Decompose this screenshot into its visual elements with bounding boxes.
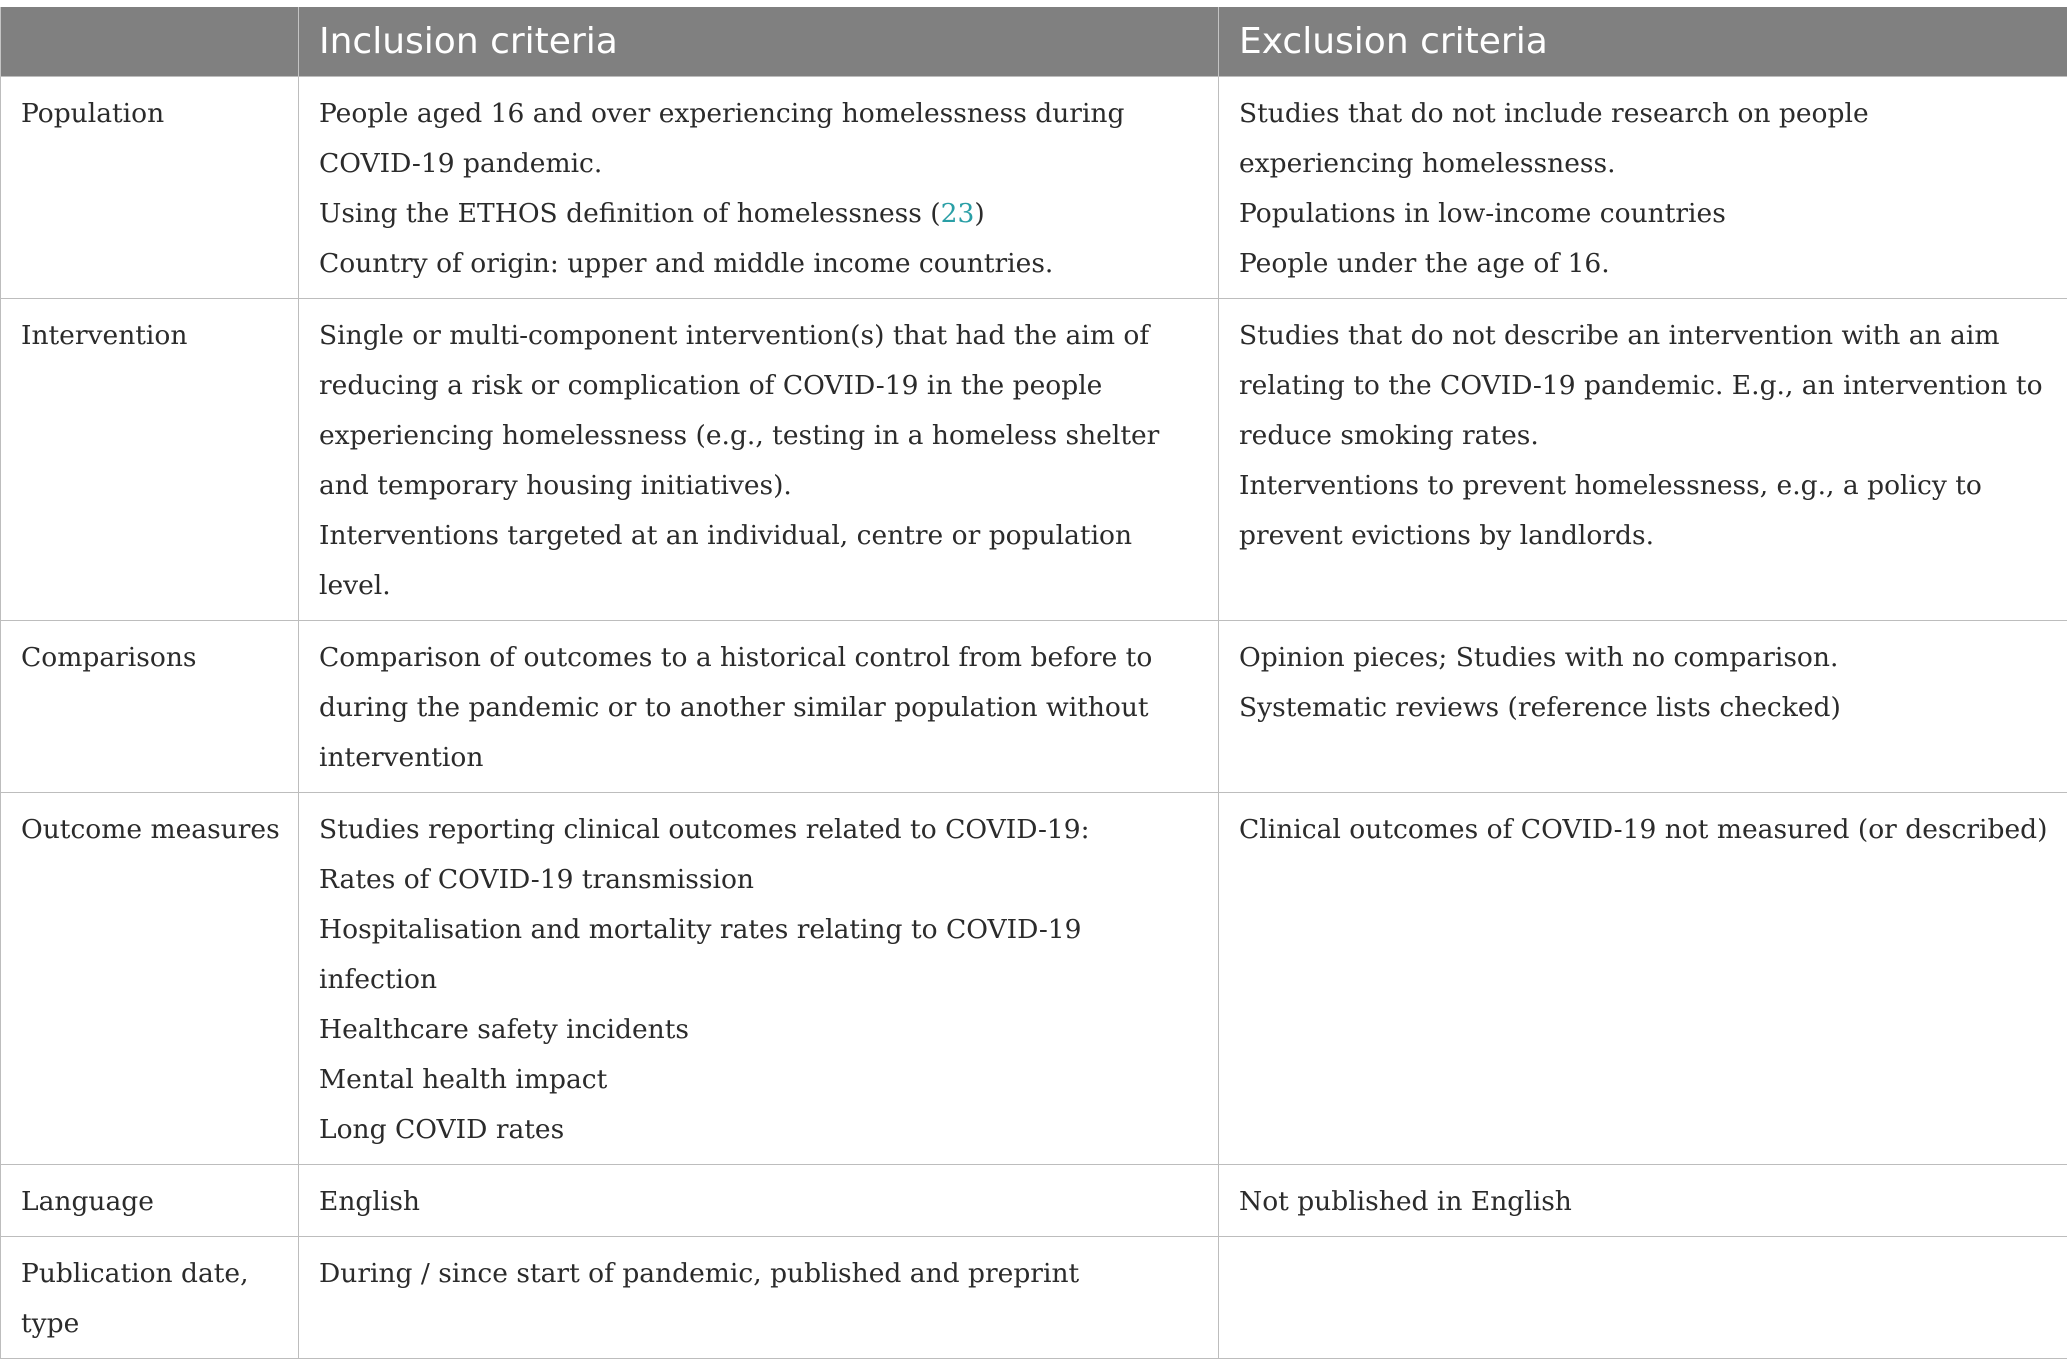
exclusion-cell	[1219, 1237, 2067, 1359]
exclusion-cell	[1219, 793, 2067, 1165]
inclusion-cell	[299, 1165, 1219, 1237]
exclusion-cell	[1219, 1165, 2067, 1237]
cell-line: During / since start of pandemic, published and preprint	[319, 1249, 1200, 1299]
cell-line: Interventions to prevent homelessness, e.g., a policy to prevent evictions by landlords.	[1239, 461, 2049, 561]
row-label: Population	[1, 77, 299, 299]
cell-line: Interventions targeted at an individual, centre or population level.	[319, 511, 1200, 611]
inclusion-cell	[299, 621, 1219, 793]
cell-line: Not published in English	[1239, 1177, 2049, 1227]
header-row	[1, 7, 2067, 77]
cell-line: Studies reporting clinical outcomes related to COVID-19:	[319, 805, 1200, 855]
cell-line: Clinical outcomes of COVID-19 not measured (or described)	[1239, 805, 2049, 855]
inclusion-cell	[299, 77, 1219, 299]
cell-text: Using the ETHOS definition of homelessness (	[319, 198, 941, 229]
cell-line: Comparison of outcomes to a historical control from before to during the pandemic or to another similar population without intervention	[319, 633, 1200, 783]
table-header	[1, 7, 2067, 77]
row-label: Comparisons	[1, 621, 299, 793]
cell-line: Hospitalisation and mortality rates relating to COVID-19 infection	[319, 905, 1200, 1005]
inclusion-cell	[299, 793, 1219, 1165]
cell-line: Mental health impact	[319, 1055, 1200, 1105]
inclusion-cell	[299, 299, 1219, 621]
cell-line: Long COVID rates	[319, 1105, 1200, 1155]
header-exclusion-criteria: Exclusion criteria	[1219, 7, 2067, 77]
cell-line: Single or multi-component intervention(s) that had the aim of reducing a risk or complication of COVID-19 in the people experiencing homelessness (e.g., testing in a homeless shelter and temporary housing initiatives).	[319, 311, 1200, 511]
exclusion-cell	[1219, 299, 2067, 621]
row-label: Outcome measures	[1, 793, 299, 1165]
table-row-outcome-measures	[1, 793, 2067, 1165]
cell-line: English	[319, 1177, 1200, 1227]
row-label: Publication date, type	[1, 1237, 299, 1359]
criteria-table-container	[0, 7, 2067, 1359]
table-row-publication-date-type	[1, 1237, 2067, 1359]
cell-line: Opinion pieces; Studies with no comparison.	[1239, 633, 2049, 683]
cell-line: Studies that do not describe an intervention with an aim relating to the COVID-19 pandemic. E.g., an intervention to reduce smoking rates.	[1239, 311, 2049, 461]
cell-line: Rates of COVID-19 transmission	[319, 855, 1200, 905]
cell-line: Studies that do not include research on people experiencing homelessness.	[1239, 89, 2049, 189]
cell-line: Country of origin: upper and middle income countries.	[319, 239, 1200, 289]
cell-line	[319, 189, 1200, 239]
row-label: Intervention	[1, 299, 299, 621]
cell-line: People aged 16 and over experiencing homelessness during COVID-19 pandemic.	[319, 89, 1200, 189]
table-row-population	[1, 77, 2067, 299]
table-row-intervention	[1, 299, 2067, 621]
exclusion-cell	[1219, 621, 2067, 793]
table-body	[1, 77, 2067, 1359]
header-inclusion-criteria: Inclusion criteria	[299, 7, 1219, 77]
table-row-language	[1, 1165, 2067, 1237]
inclusion-cell	[299, 1237, 1219, 1359]
cell-line: Systematic reviews (reference lists checked)	[1239, 683, 2049, 733]
header-cell-empty	[1, 7, 299, 77]
exclusion-cell	[1219, 77, 2067, 299]
table-row-comparisons	[1, 621, 2067, 793]
cell-text: )	[974, 198, 984, 229]
criteria-table	[0, 7, 2067, 1359]
reference-link[interactable]: 23	[941, 198, 975, 229]
cell-line: Populations in low-income countries	[1239, 189, 2049, 239]
cell-line: People under the age of 16.	[1239, 239, 2049, 289]
cell-line: Healthcare safety incidents	[319, 1005, 1200, 1055]
row-label: Language	[1, 1165, 299, 1237]
